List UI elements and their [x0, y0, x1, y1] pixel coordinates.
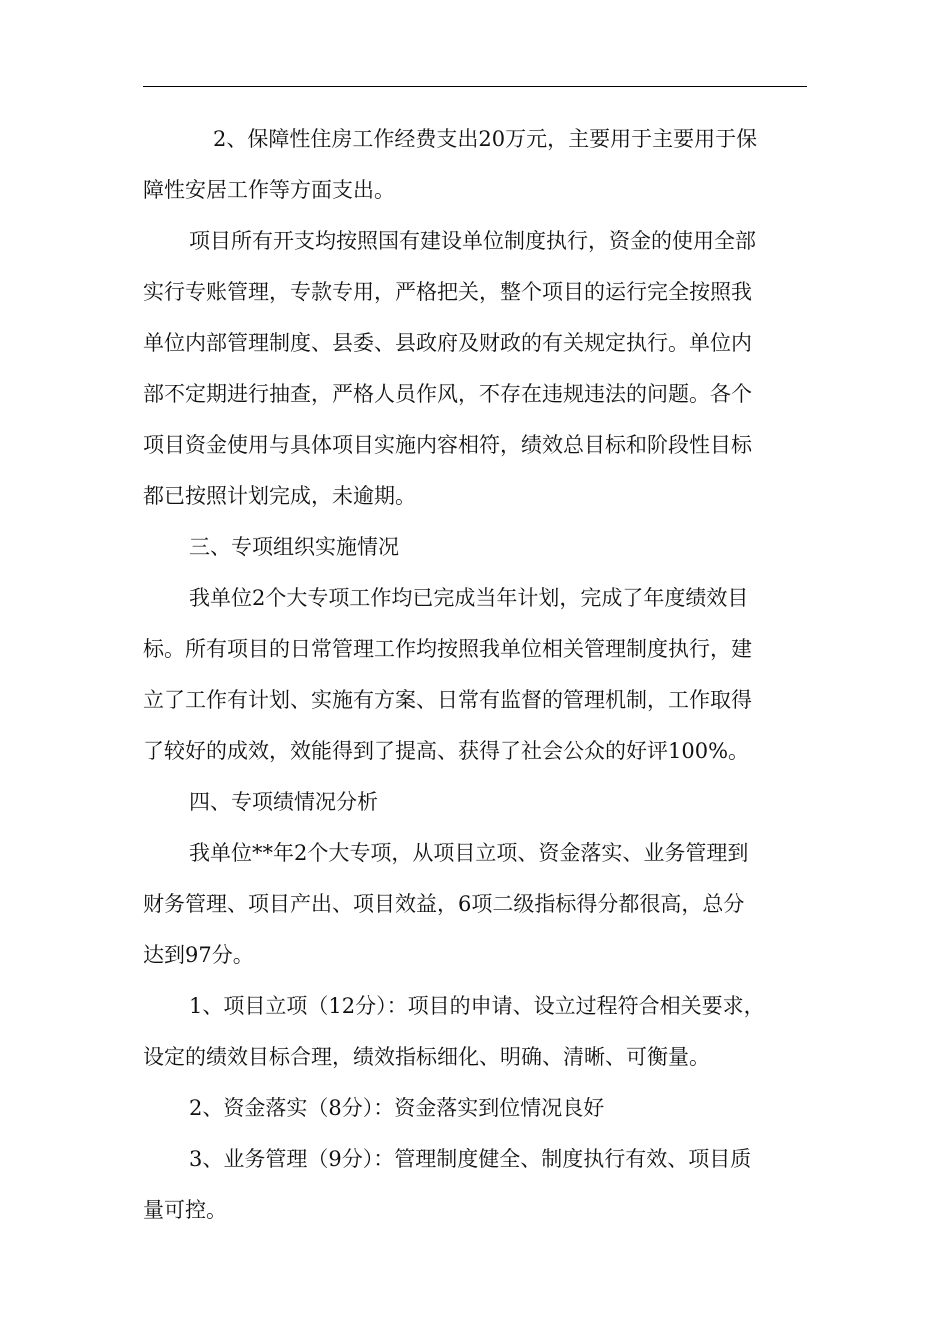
- text-line: 设定的绩效目标合理，绩效指标细化、明确、清晰、可衡量。: [143, 1045, 710, 1069]
- text-line: 1、项目立项（12分）：项目的申请、设立过程符合相关要求，: [189, 994, 765, 1018]
- text-line: 了较好的成效，效能得到了提高、获得了社会公众的好评100%。: [143, 739, 750, 763]
- text-line: 都已按照计划完成，未逾期。: [143, 484, 416, 508]
- paragraph-funding-item-2: [143, 114, 807, 216]
- paragraph-funding-implementation: [143, 1083, 807, 1134]
- text-line: 量可控。: [143, 1198, 227, 1222]
- paragraph-implementation: [143, 573, 807, 777]
- text-line: 财务管理、项目产出、项目效益，6项二级指标得分都很高，总分: [143, 892, 745, 916]
- text-line: 项目资金使用与具体项目实施内容相符，绩效总目标和阶段性目标: [143, 433, 752, 457]
- text-line: 我单位**年2个大专项，从项目立项、资金落实、业务管理到: [189, 841, 749, 865]
- text-line: 2、保障性住房工作经费支出20万元，主要用于主要用于保: [213, 127, 758, 151]
- text-line: 障性安居工作等方面支出。: [143, 178, 395, 202]
- paragraph-business-management: [143, 1134, 807, 1236]
- section-heading-text: 四、专项绩情况分析: [189, 790, 378, 814]
- text-line: 3、业务管理（9分）：管理制度健全、制度执行有效、项目质: [189, 1147, 752, 1171]
- text-line: 2、资金落实（8分）：资金落实到位情况良好: [189, 1096, 605, 1120]
- text-line: 我单位2个大专项工作均已完成当年计划，完成了年度绩效目: [189, 586, 749, 610]
- text-line: 实行专账管理，专款专用，严格把关，整个项目的运行完全按照我: [143, 280, 752, 304]
- text-line: 标。所有项目的日常管理工作均按照我单位相关管理制度执行，建: [143, 637, 752, 661]
- paragraph-expenditure-management: [143, 216, 807, 522]
- paragraph-project-approval: [143, 981, 807, 1083]
- text-line: 项目所有开支均按照国有建设单位制度执行，资金的使用全部: [189, 229, 756, 253]
- header-rule: [143, 86, 807, 87]
- text-line: 达到97分。: [143, 943, 254, 967]
- text-line: 部不定期进行抽查，严格人员作风，不存在违规违法的问题。各个: [143, 382, 752, 406]
- text-line: 立了工作有计划、实施有方案、日常有监督的管理机制，工作取得: [143, 688, 752, 712]
- text-line: 单位内部管理制度、县委、县政府及财政的有关规定执行。单位内: [143, 331, 752, 355]
- section-heading-4: [143, 777, 807, 828]
- section-heading-text: 三、专项组织实施情况: [189, 535, 399, 559]
- paragraph-performance-summary: [143, 828, 807, 981]
- section-heading-3: [143, 522, 807, 573]
